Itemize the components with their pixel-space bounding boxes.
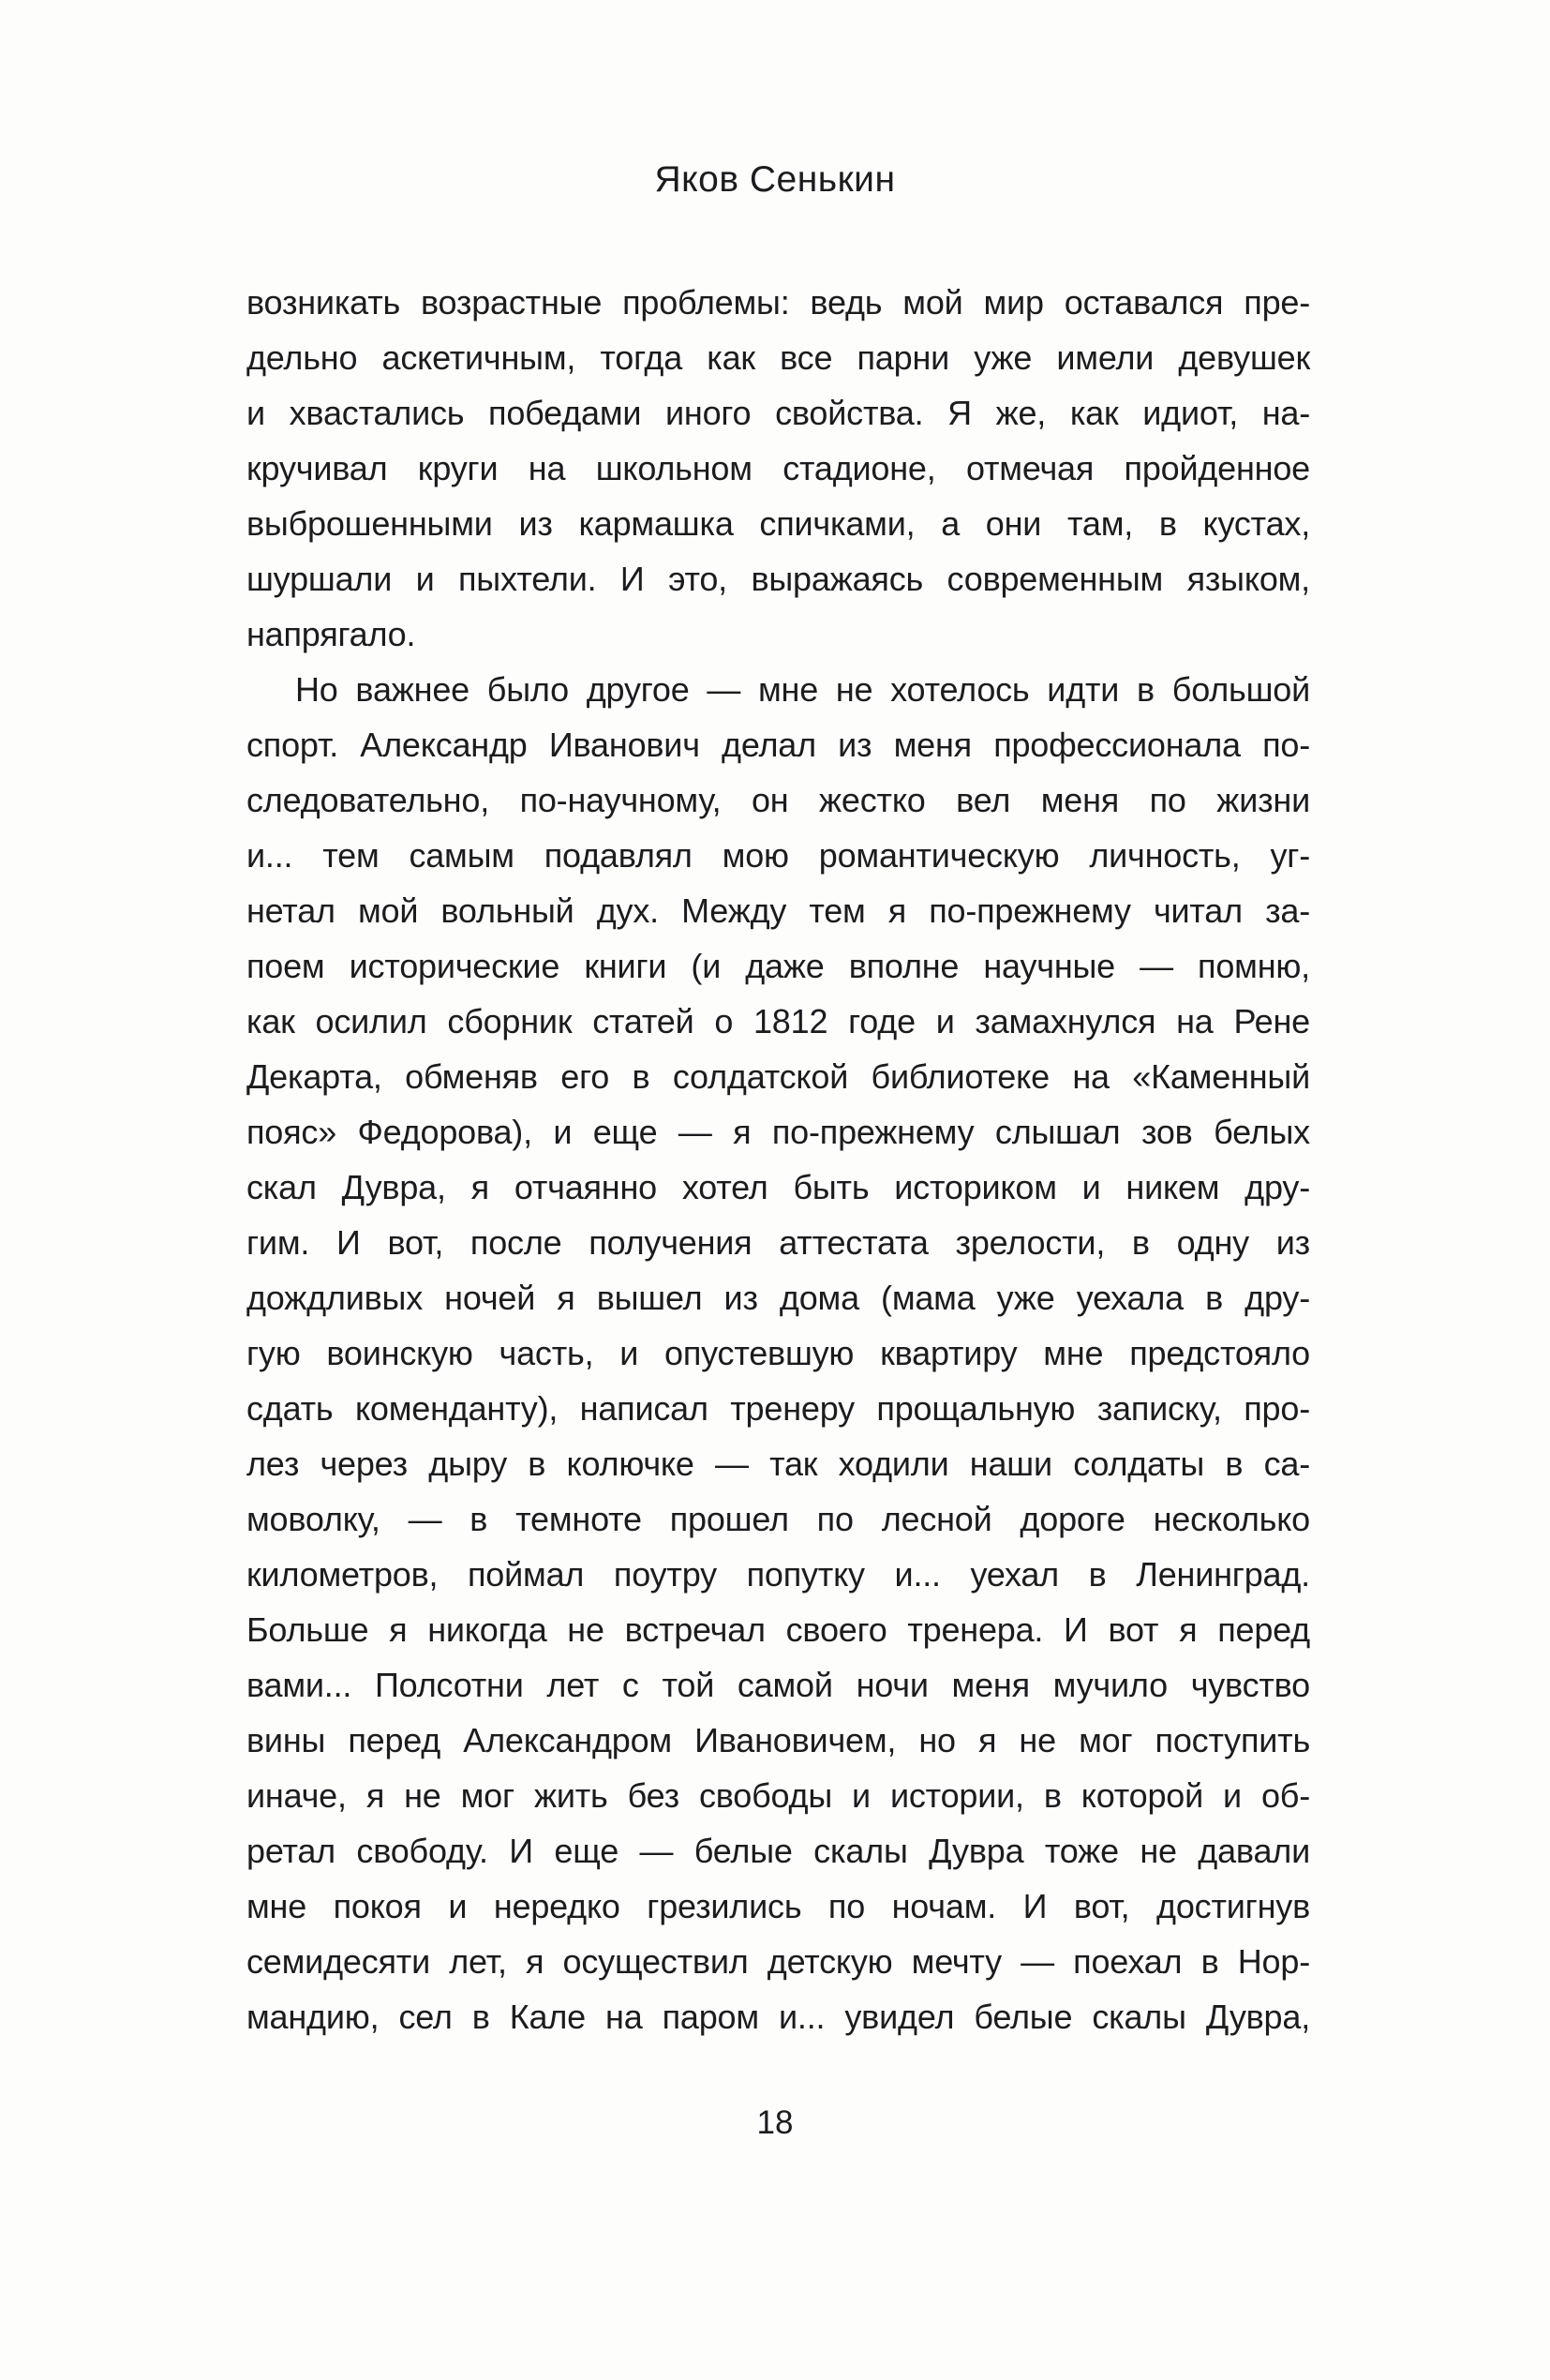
- text-line-p2-l21: иначе, я не мог жить без свободы и истории, в которой и об-: [246, 1776, 1310, 1815]
- text-line-p2-l7: как осилил сборник статей о 1812 годе и замахнулся на Рене: [246, 1002, 1310, 1040]
- body-text: [246, 275, 1310, 2044]
- text-line-p2-l10: скал Дувра, я отчаянно хотел быть историком и никем дру-: [246, 1168, 1310, 1206]
- text-line-p2-l1: Но важнее было другое — мне не хотелось идти в большой: [295, 670, 1310, 709]
- text-line-p2-l6: поем исторические книги (и даже вполне научные — помню,: [246, 947, 1310, 985]
- text-line-p2-l14: сдать коменданту), написал тренеру прощальную записку, про-: [246, 1389, 1310, 1428]
- text-line-p2-l17: километров, поймал поутру попутку и... уехал в Ленинград.: [246, 1555, 1310, 1594]
- text-line-p2-l19: вами... Полсотни лет с той самой ночи меня мучило чувство: [246, 1666, 1310, 1704]
- text-line-p2-l15: лез через дыру в колючке — так ходили наши солдаты в са-: [246, 1444, 1310, 1483]
- text-line-p1-l5: выброшенными из кармашка спичками, а они там, в кустах,: [246, 504, 1310, 543]
- text-line-p2-l16: моволку, — в темноте прошел по лесной дороге несколько: [246, 1500, 1310, 1538]
- text-line-p2-l18: Больше я никогда не встречал своего тренера. И вот я перед: [246, 1610, 1310, 1649]
- text-line-p1-l1: возникать возрастные проблемы: ведь мой мир оставался пре-: [246, 283, 1310, 322]
- text-line-p2-l22: ретал свободу. И еще — белые скалы Дувра тоже не давали: [246, 1832, 1310, 1870]
- text-line-p1-l2: дельно аскетичным, тогда как все парни уже имели девушек: [246, 338, 1310, 377]
- text-line-p1-l3: и хвастались победами иного свойства. Я же, как идиот, на-: [246, 394, 1310, 432]
- running-header-author: Яков Сенькин: [654, 159, 896, 200]
- text-line-p2-l8: Декарта, обменяв его в солдатской библиотеке на «Каменный: [246, 1057, 1310, 1096]
- text-line-p2-l20: вины перед Александром Ивановичем, но я не мог поступить: [246, 1721, 1310, 1759]
- text-line-p1-l7: напрягало.: [246, 615, 416, 653]
- text-line-p2-l3: следовательно, по-научному, он жестко вел меня по жизни: [246, 781, 1310, 819]
- text-line-p2-l24: семидесяти лет, я осуществил детскую мечту — поехал в Нор-: [246, 1942, 1310, 1981]
- text-line-p2-l5: нетал мой вольный дух. Между тем я по-прежнему читал за-: [246, 891, 1310, 930]
- text-line-p2-l13: гую воинскую часть, и опустевшую квартиру мне предстояло: [246, 1334, 1310, 1372]
- text-line-p2-l4: и... тем самым подавлял мою романтическую личность, уг-: [246, 836, 1310, 875]
- text-line-p2-l23: мне покоя и нередко грезились по ночам. И вот, достигнув: [246, 1887, 1310, 1925]
- text-line-p1-l4: кручивал круги на школьном стадионе, отмечая пройденное: [246, 449, 1310, 487]
- text-line-p2-l9: пояс» Федорова), и еще — я по-прежнему слышал зов белых: [246, 1113, 1310, 1151]
- text-line-p2-l12: дождливых ночей я вышел из дома (мама уже уехала в дру-: [246, 1279, 1310, 1317]
- text-line-p2-l11: гим. И вот, после получения аттестата зрелости, в одну из: [246, 1223, 1310, 1262]
- page-number: 18: [756, 2104, 794, 2141]
- text-line-p2-l25: мандию, сел в Кале на паром и... увидел белые скалы Дувра,: [246, 1998, 1310, 2036]
- text-line-p2-l2: спорт. Александр Иванович делал из меня профессионала по-: [246, 726, 1310, 764]
- text-line-p1-l6: шуршали и пыхтели. И это, выражаясь современным языком,: [246, 560, 1310, 598]
